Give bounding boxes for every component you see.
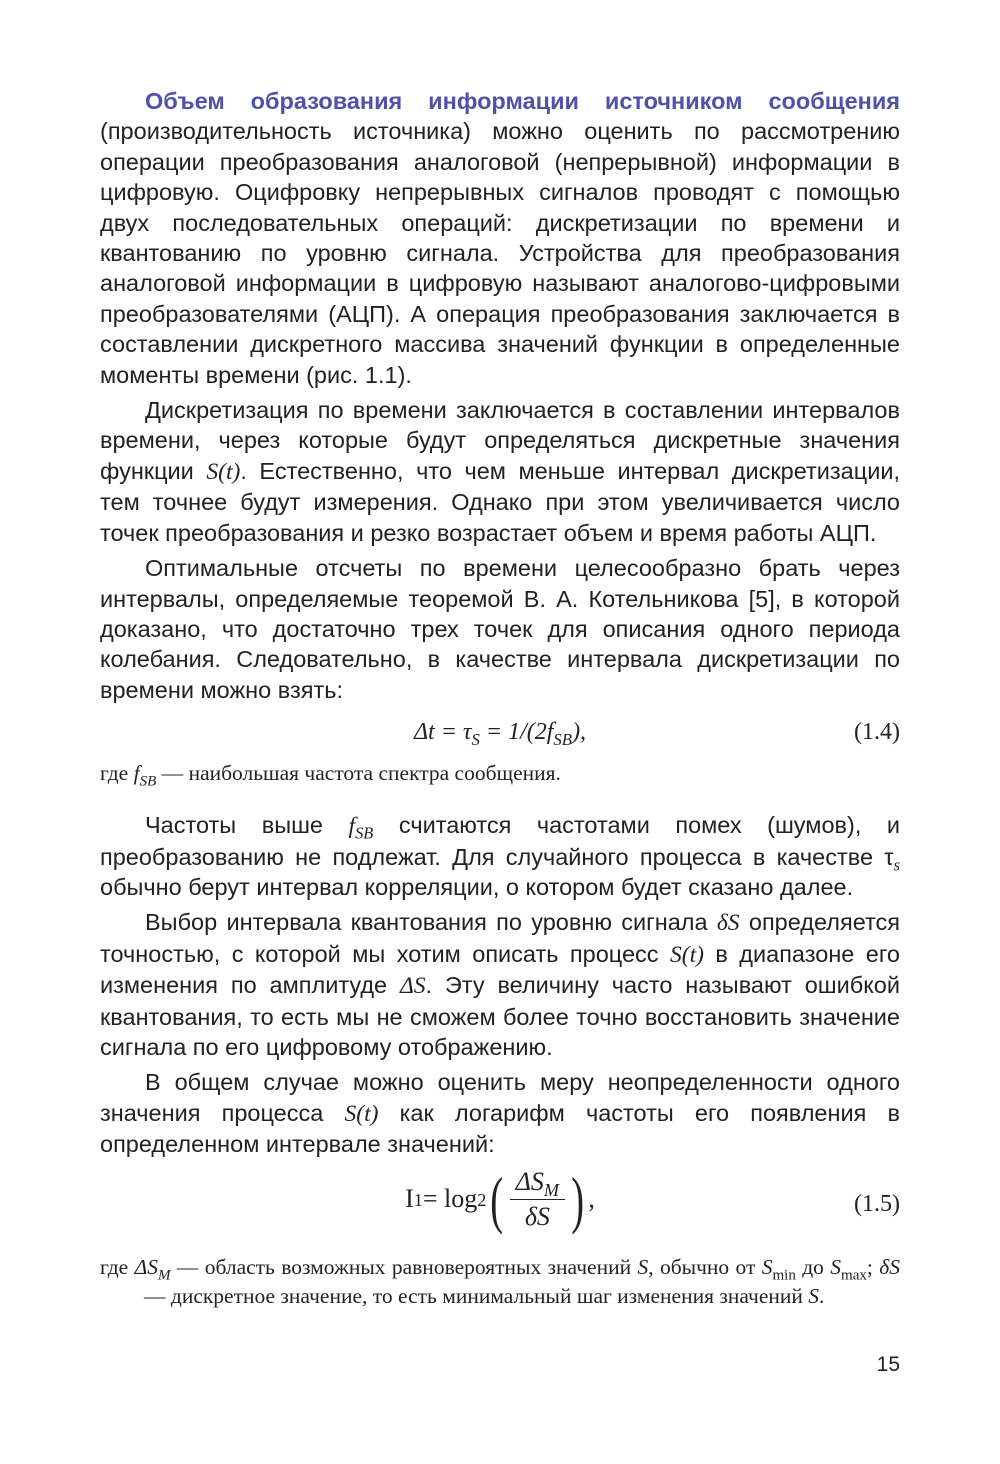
paragraph-text: Оптимальные отсчеты по времени целесообразно брать через интервалы, определяемые теоремой В. А. Котельникова [5], в которой доказано, что достаточно трех точек для описания одного периода колебания. Следовательно, в качестве интервала дискретизации по времени можно взять: xyxy=(100,555,900,703)
paragraph-text: Частоты выше xyxy=(145,812,349,839)
paragraph-text: в диапазоне его изменения по амплитуде xyxy=(100,940,900,999)
where-symbol: S xyxy=(808,1283,820,1308)
paragraph-text: определяется точностью, с которой мы хотим описать процесс xyxy=(100,909,900,967)
signal-symbol: S(t) xyxy=(670,941,704,968)
where-symbol: f xyxy=(133,761,140,786)
tau-sub: s xyxy=(893,855,900,875)
formula-lhs: Δt = τ xyxy=(413,719,472,746)
where-text: до xyxy=(795,1254,831,1279)
left-paren: ( xyxy=(490,1163,504,1235)
where-sub: M xyxy=(157,1266,171,1283)
formula-log: = log xyxy=(422,1184,478,1214)
signal-symbol: S(t) xyxy=(344,1100,379,1127)
paragraph-3 xyxy=(100,553,900,705)
formula-expression xyxy=(413,719,587,749)
where-symbol: ΔS xyxy=(134,1254,158,1279)
where-text: ; xyxy=(866,1254,880,1279)
paragraph-2 xyxy=(100,395,900,548)
fraction-denominator: δS xyxy=(524,1202,550,1232)
paragraph-text: Дискретизация по времени заключается в составлении интервалов времени, через которые будут определяться дискретные значения функции xyxy=(100,397,900,484)
equation-number: (1.4) xyxy=(854,719,900,746)
right-paren: ) xyxy=(571,1163,585,1235)
amplitude-symbol: ΔS xyxy=(399,973,426,1000)
where-lead: где xyxy=(100,1254,135,1279)
where-text: — область возможных равновероятных значений xyxy=(170,1254,638,1279)
where-clause-1-5 xyxy=(100,1253,900,1311)
highlighted-term: Объем образования информации источником сообщения xyxy=(145,88,900,114)
fraction-numerator xyxy=(510,1165,565,1200)
where-symbol: S xyxy=(637,1254,649,1279)
where-symbol: S xyxy=(830,1254,842,1279)
where-sub: min xyxy=(772,1266,796,1283)
formula-1-5 xyxy=(100,1165,900,1247)
paragraph-6 xyxy=(100,1067,900,1159)
where-sub: max xyxy=(841,1266,867,1283)
formula-rhs-end: ), xyxy=(572,719,587,746)
fraction xyxy=(510,1165,565,1234)
paragraph-4 xyxy=(100,810,900,902)
paragraph-text: считаются частотами помех (шумов), и преобразованию не подлежат. Для случайного процесса в качестве τ xyxy=(100,812,901,870)
numerator-text: ΔS xyxy=(515,1167,544,1197)
frequency-symbol: f xyxy=(348,813,356,840)
paragraph-text: В общем случае можно оценить меру неопределенности одного значения процесса xyxy=(100,1069,900,1126)
where-lead: где xyxy=(100,761,134,786)
formula-lhs: I xyxy=(405,1184,414,1214)
frequency-sub: SB xyxy=(355,823,374,843)
where-text: — дискретное значение, то есть минимальный шаг изменения значений xyxy=(144,1283,809,1308)
page-number: 15 xyxy=(876,1353,900,1376)
formula-sub: S xyxy=(471,729,480,749)
quantization-symbol: δS xyxy=(716,910,740,937)
paragraph-text: (производительность источника) можно оценить по рассмотрению операции преобразования аналоговой (непрерывной) информации в цифровую. Оцифровку непрерывных сигналов проводят с помощью двух последовательных операций: дискретизации по времени и квантованию по уровню сигнала. Устройства для преобразования аналоговой информации в цифровую называют аналогово-цифровыми преобразователями (АЦП). А операция преобразования заключается в составлении дискретного массива значений функции в определенные моменты времени (рис. 1.1). xyxy=(100,118,900,388)
paragraph-text: . Эту величину часто называют ошибкой квантования, то есть мы не сможем более точно восстановить значение сигнала по его цифровому отображению. xyxy=(100,972,900,1060)
paragraph-1 xyxy=(100,86,900,390)
where-text: , обычно от xyxy=(648,1254,762,1279)
paragraph-text: обычно берут интервал корреляции, о котором будет сказано далее. xyxy=(100,873,854,900)
formula-expression: I 1 = log 2 ( $\frac{\Delta S_M}{\delta S}$ ) , xyxy=(405,1163,595,1235)
where-text: — наибольшая частота спектра сообщения. xyxy=(156,761,561,786)
paragraph-text: как логарифм частоты его появления в определенном интервале значений: xyxy=(100,1099,900,1158)
signal-symbol: S(t) xyxy=(206,458,241,485)
numerator-sub: M xyxy=(543,1180,560,1201)
paragraph-5 xyxy=(100,907,900,1062)
where-symbol: δS xyxy=(879,1254,900,1279)
equation-number: (1.5) xyxy=(854,1190,900,1217)
paragraph-text: . Естественно, что чем меньше интервал дискретизации, тем точнее будут измерения. Однако при этом увеличивается число точек преобразования и резко возрастает объем и время работы АЦП. xyxy=(100,457,900,546)
formula-tail: , xyxy=(588,1184,595,1214)
formula-rhs: = 1/(2f xyxy=(479,719,554,746)
where-symbol: S xyxy=(761,1254,773,1279)
page-content xyxy=(100,86,900,1311)
where-sub: SB xyxy=(139,773,157,790)
where-text: . xyxy=(819,1283,825,1308)
paragraph-text: Выбор интервала квантования по уровню сигнала xyxy=(145,909,717,936)
where-clause-1-4 xyxy=(100,758,900,788)
formula-sub: SB xyxy=(553,729,573,749)
spacer xyxy=(100,788,900,810)
formula-1-4 xyxy=(100,710,900,754)
